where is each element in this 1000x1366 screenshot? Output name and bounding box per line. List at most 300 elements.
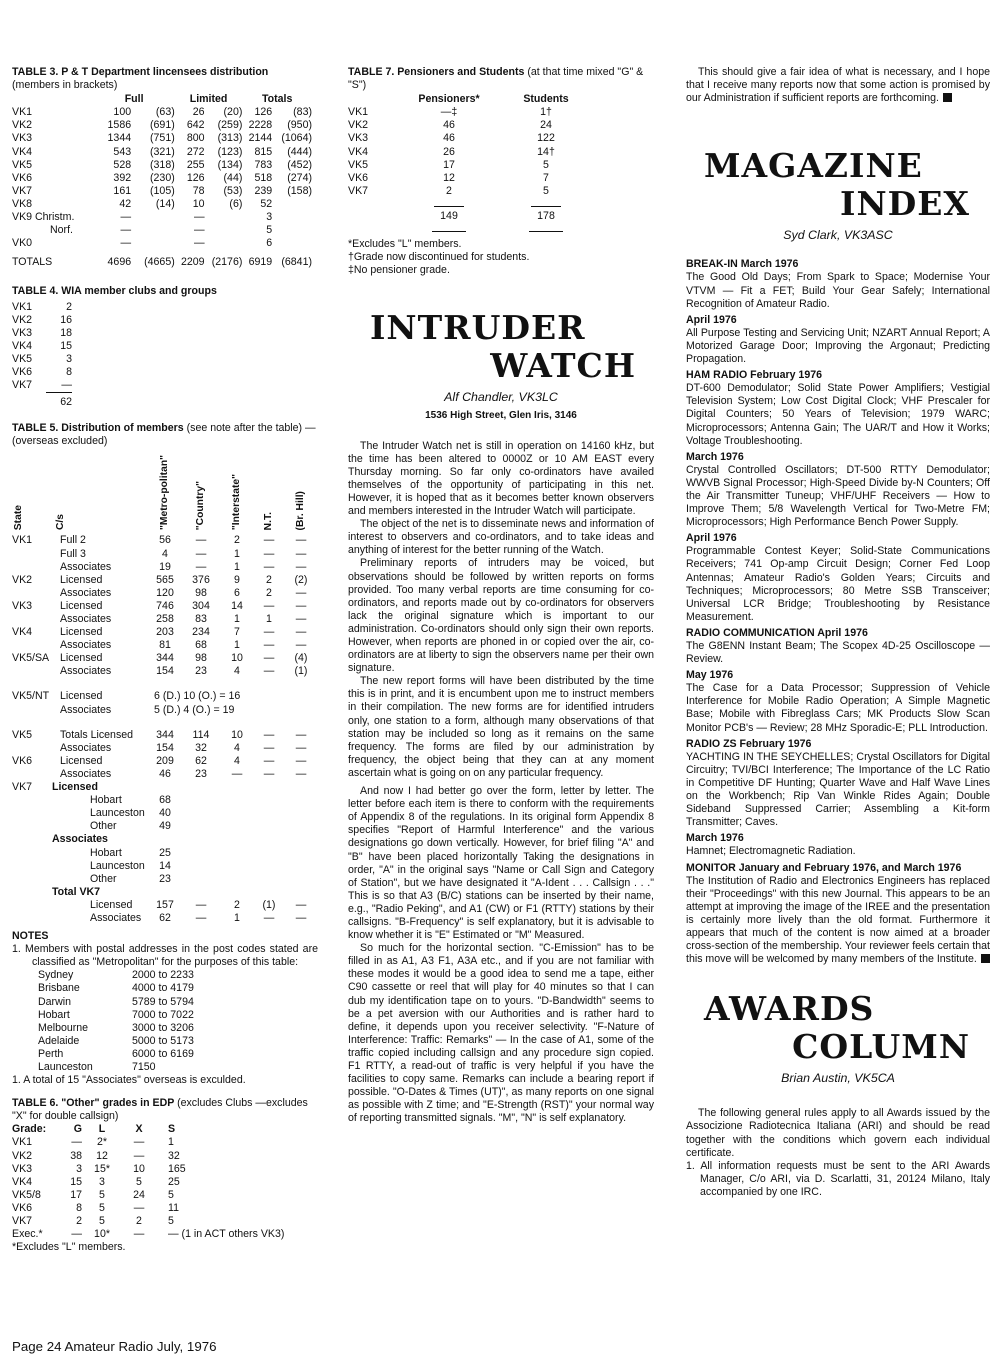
table5-cell <box>182 794 220 807</box>
table3-col-totals: Totals <box>261 93 293 106</box>
table5-cell: — <box>263 599 275 612</box>
table5-cell: — <box>263 665 275 678</box>
table3-cell <box>205 211 243 224</box>
table5-cell: 14 <box>159 859 171 872</box>
table3-cell: 392 <box>113 171 132 184</box>
table7-state: VK7 <box>348 184 369 197</box>
table6-row <box>12 1163 318 1176</box>
notes-city-postcodes: 2000 to 2233 <box>132 969 194 982</box>
table3-cell: — <box>193 211 205 224</box>
table5-cell: 114 <box>192 728 210 741</box>
end-mark-icon <box>943 93 952 102</box>
table5-cell: 1 <box>234 911 240 924</box>
table3-cell: 6919 <box>248 256 273 269</box>
table7-rule <box>432 231 466 232</box>
notes-city-postcodes: 5000 to 5173 <box>132 1034 194 1047</box>
table3-cell: (318) <box>150 158 175 171</box>
table4-count: 8 <box>66 365 72 378</box>
table3-cell: (53) <box>223 184 243 197</box>
table5-cell: — <box>295 741 307 754</box>
table3-row <box>12 185 312 198</box>
table3-cell: — <box>193 237 205 250</box>
intruder-paragraph: Preliminary reports of intruders may be voiced, but observations should be followed by written reports on forms provided. Too many verbal reports are time consuming for co-ordinators, and reports made out by co-ordinators for observers lack the original signature which is important to our administration. Co-ordinators should only sign their own reports. However, when reports are phoned in or copied over the air, co-ordinators are at liberty to sign the observers name per their own signature. <box>348 557 654 675</box>
table5-nt-values: 6 (D.) 10 (O.) = 16 <box>154 690 241 703</box>
table3-caption-note: (members in brackets) <box>12 79 118 92</box>
intruder-paragraph: The Intruder Watch net is still in operation on 14160 kHz, but the time has been altered to 0000Z or 10 AM EAST every Thursday morning. So far only co-ordinators have availed themselves of the opportunity of participating in this net. However, it is hoped that as it becomes better known observers and members interested in the Intruder Watch will participate. <box>348 439 654 518</box>
table4-total: 62 <box>46 393 72 410</box>
table5-vk7-subrow <box>12 794 318 807</box>
table5-state <box>12 639 52 652</box>
table3-cell: 518 <box>254 171 273 184</box>
table6-cell: 5 <box>136 1175 142 1188</box>
table6-row <box>12 1176 318 1189</box>
table6-header <box>12 1123 318 1136</box>
table3-cell: (134) <box>217 158 243 171</box>
table5-cell <box>254 807 284 820</box>
table4 <box>12 285 318 409</box>
table5-cell: 120 <box>156 586 174 599</box>
table5-cell: — <box>295 586 307 599</box>
intruder-title-line2: WATCH <box>490 346 636 386</box>
table5-row <box>12 613 318 626</box>
magazine-entry-heading: RADIO ZS February 1976 <box>686 737 812 750</box>
table5-spacer <box>12 717 318 729</box>
table3-cell <box>131 211 175 224</box>
notes-city-row <box>38 996 222 1009</box>
table5-cell: — <box>195 560 207 573</box>
table5-col-brhill: (Br. Hill) <box>295 490 307 531</box>
notes-city-row <box>38 982 222 995</box>
table5-state <box>12 561 52 574</box>
table6-cell: 38 <box>70 1149 82 1162</box>
table3-cell: (259) <box>217 119 243 132</box>
table5-row <box>12 561 318 574</box>
table5-cell: 154 <box>156 665 174 678</box>
table6-cell: 12 <box>96 1149 108 1162</box>
table5-col-cs: C/s <box>55 514 66 531</box>
table5-cell <box>254 873 284 886</box>
table6-cell: 3 <box>76 1162 82 1175</box>
table7 <box>348 66 654 277</box>
awards-intro: The following general rules apply to all Awards issued by the Associzione Radiotecnica Italiana (ARI) and should be read together with the conditions which govern each individual certificate. <box>686 1107 990 1159</box>
table5-cell: — <box>263 639 275 652</box>
table5-state <box>12 548 52 561</box>
table7-cell: 46 <box>443 132 455 145</box>
table7-footnotes <box>348 238 654 277</box>
table4-state: VK1 <box>12 300 33 313</box>
notes-city-postcodes: 7150 <box>132 1061 156 1073</box>
table5-cell <box>220 873 254 886</box>
table5-state: VK3 <box>12 599 33 612</box>
table5-cell: 1 <box>234 560 240 573</box>
table5-state <box>12 860 52 873</box>
table5-cell: 98 <box>195 586 207 599</box>
end-mark-icon <box>981 954 990 963</box>
table4-count: 18 <box>60 326 72 339</box>
notes-city-postcodes: 4000 to 4179 <box>132 982 194 995</box>
table6-cell: 5 <box>168 1215 174 1228</box>
magazine-entry-text: YACHTING IN THE SEYCHELLES; Crystal Oscillators for Digital Circuitry; TVI/BCI Interference; The Importance of the LC Ratio in Competitive DF Hunting; Quarter Wave and Half Wave Lines on the Workbench; Rip Van Winkle Rides Again; Double Sideband Suppressed Carrier; Assembling a Kit-form Transmitter; Caves. <box>686 750 990 829</box>
table6-cell: 2 <box>136 1215 142 1228</box>
table5-cell: 203 <box>156 626 174 639</box>
table7-cell: 12 <box>443 171 455 184</box>
table3-cell: (950) <box>287 119 312 132</box>
table3-cell: (123) <box>217 145 243 158</box>
table5-cell: (1) <box>294 665 308 678</box>
table3-cell: (4665) <box>144 256 175 269</box>
table6-cell: 11 <box>168 1201 179 1214</box>
table4-row <box>12 379 72 393</box>
table5-cell: — <box>263 547 275 560</box>
table5-category: Other <box>90 872 117 885</box>
magazine-title-line2: INDEX <box>840 184 970 224</box>
table6-state: VK7 <box>12 1215 33 1228</box>
magazine-entry-text: The Institution of Radio and Electronics Engineers has replaced their "Proceedings" with this new Journal. This appears to be an attempt at improving the image of the IREE and the presentation is certainly more lively than the old format. Furthermore it appears that much of the content is now aimed at a broader cross-section of the membership. Your reviewer feels certain that this move will be welcomed by many members of the Institute. <box>686 874 990 966</box>
magazine-entry-text: Programmable Contest Keyer; Solid-State Communications Receivers; 741 Op-amp Circuit Design; Corner Fed Loop Antennas; Amateur Radio's Golden Years; Circuits and Techniques; Microprocessors; 80 Metre SSB Transceiver; Universal LCR Bridge; Troubleshooting by Resistance Measurement. <box>686 545 990 623</box>
notes-city-name: Perth <box>38 1047 64 1060</box>
table5-state <box>12 665 52 678</box>
table3-row <box>12 172 312 185</box>
table6-row <box>12 1202 318 1215</box>
table3-cell: (63) <box>155 106 175 119</box>
table5-cell: 1 <box>266 613 272 625</box>
table5-vk7-subrow <box>12 860 318 873</box>
table3-state: Norf. <box>50 224 73 237</box>
table3-cell: (444) <box>287 145 312 158</box>
table7-rule <box>529 231 563 232</box>
table5-cell: 10 <box>231 652 243 665</box>
table7-state: VK6 <box>348 171 369 184</box>
table5-vk7-licensed: Licensed <box>52 781 98 794</box>
table3-cell: (321) <box>150 145 175 158</box>
table5-cell: — <box>295 626 307 639</box>
table3-cell: 255 <box>186 158 205 171</box>
table5-cell: 19 <box>159 560 171 573</box>
table5-total-vk7: Total VK7 <box>52 885 101 898</box>
table5-cell: (4) <box>294 652 308 665</box>
table5-category: Hobart <box>90 794 122 807</box>
table5-row <box>12 587 318 600</box>
table5-header <box>12 452 318 534</box>
table3-row <box>12 146 312 159</box>
table3-row <box>12 132 312 145</box>
table6-col-g: G <box>73 1123 82 1136</box>
table3-cell <box>272 211 312 224</box>
table5-state: VK5/NT <box>12 690 50 703</box>
table3-state: VK3 <box>12 132 33 145</box>
magazine-entry-text: The Case for a Data Processor; Suppression of Vehicle Interference for Mobile Radio Operation; A Simple Magnetic Base; Mobile with Fibreglass Cars; MK Products Slow Scan Monitor PCB's — Review; 28 MHz Sporadic-E; PLL Introduction. <box>686 682 990 734</box>
intruder-closing-paragraph <box>686 66 990 105</box>
table3-cell: 528 <box>113 158 132 171</box>
notes-city-row <box>38 969 222 982</box>
table5-cell: — <box>295 547 307 560</box>
table3-cell: (105) <box>150 184 175 197</box>
table5-state: VK6 <box>12 754 33 767</box>
table5-cell: 49 <box>159 820 171 833</box>
table6-cell: 10* <box>94 1228 110 1241</box>
table5-grid <box>12 452 318 925</box>
intruder-paragraph: And now I had better go over the form, letter by letter. The letter before each item is there to conform with the requirements of Appendix 8 of the regulations. In its original form Appendix 8 specifies "Report of Harmful Interference" and the various designations go down vertically. However, for brief filing "A" and "B" have been placed horizontally Taking the designations in order, "A" in the original says "Name or Call Sign and Category of Station", but we have designated it "A-Ident . . . Callsign . . ." This is so that A3 (B/C) stations can be inserted by their name, e.g., "Radio Peking", and A1 (CW) or F1 (RTTY) stations by their callsigns. "B-Frequency" is self explanatory, but it is advisable to know whether it is "E" Estimated or "M" Measured. <box>348 785 654 942</box>
table4-grid <box>12 301 72 410</box>
table5-cell: 565 <box>156 573 174 586</box>
table4-count: — <box>61 379 72 392</box>
table3-cell: 1344 <box>107 132 132 145</box>
table3-cell: — <box>120 211 132 224</box>
table5-category: Associates <box>60 703 112 716</box>
table6-caption-note: (excludes Clubs —excludes "X" for double callsign) <box>12 1097 308 1123</box>
table5-category: Launceston <box>90 859 145 872</box>
table7-row <box>348 146 598 159</box>
notes-city-name: Darwin <box>38 995 71 1008</box>
table5-cell: 56 <box>159 534 171 547</box>
table5-vk7-subrow <box>12 820 318 833</box>
magazine-entry-text: Crystal Controlled Oscillators; DT-500 RTTY Demodulator; WWVB Signal Processor; High-Speed Divide by-N Counters; Off the Air Transmitter Tuneup; VHF/UHF Receivers — How to Improve Them; 5/8 Wavelength Vertical for Two-Metre FM; Microprocessors; High Performance Bench Power Supply. <box>686 463 990 529</box>
table6-cell: 5 <box>99 1215 105 1228</box>
table5-row <box>12 626 318 639</box>
intruder-paragraph: The object of the net is to disseminate news and information of interest to observers and co-ordinators, and to take ideas and anything of interest for the better running of the Watch. <box>348 518 654 557</box>
table3-cell: 239 <box>254 184 273 197</box>
table6-caption: TABLE 6. "Other" grades in EDP <box>12 1097 175 1110</box>
table5-cell <box>254 847 284 860</box>
table5-cell <box>220 794 254 807</box>
table3-cell <box>272 198 312 211</box>
table3-cell: (44) <box>223 171 243 184</box>
table7-row <box>348 106 598 119</box>
table5-cell: — <box>263 560 275 573</box>
notes-city-row <box>38 1048 222 1061</box>
page-footer: Page 24 Amateur Radio July, 1976 <box>12 1339 217 1354</box>
table7-cell: 46 <box>443 119 455 132</box>
table3-cell: — <box>120 224 132 237</box>
table5-nt-row <box>12 690 318 703</box>
table7-total-pensioners: 149 <box>434 206 464 223</box>
table5-cell: 258 <box>156 613 174 625</box>
notes-city-row <box>38 1061 222 1074</box>
table5-state: VK1 <box>12 534 33 547</box>
table5-cell: 2 <box>234 534 240 547</box>
table3-cell: 2209 <box>181 256 205 269</box>
table5-cell <box>220 807 254 820</box>
table5-row <box>12 548 318 561</box>
table5-cell <box>182 860 220 873</box>
table5-cell: — <box>295 767 307 780</box>
table4-state: VK7 <box>12 379 33 392</box>
table7-state: VK4 <box>348 145 369 158</box>
table7-row <box>348 185 598 198</box>
magazine-entry-heading: April 1976 <box>686 313 737 326</box>
table5-category: Associates <box>60 741 112 754</box>
table7-cell: 5 <box>543 184 549 197</box>
table3-cell <box>205 237 243 250</box>
magazine-entry-heading: April 1976 <box>686 532 737 545</box>
table5-cell: — <box>295 599 307 612</box>
table4-row <box>12 327 72 340</box>
table3-cell: (313) <box>217 132 243 145</box>
table5-cell: — <box>195 911 207 924</box>
table7-grid <box>348 93 598 236</box>
table3-row <box>12 106 312 119</box>
table5-state <box>12 807 52 820</box>
table5-state: VK4 <box>12 626 33 639</box>
table5-cell: 40 <box>159 807 171 820</box>
table6-cell: 17 <box>70 1188 82 1201</box>
notes <box>12 930 318 1087</box>
table5-cell: 376 <box>192 573 210 586</box>
magazine-entry-heading: BREAK-IN March 1976 <box>686 258 799 271</box>
table5-cell: — <box>231 767 243 780</box>
intruder-closing-text: This should give a fair idea of what is necessary, and I hope that I receive many reports now that some action is promised by our Administration if sufficient reports are forthcoming. <box>686 66 990 105</box>
table5-category: Associates <box>60 560 112 573</box>
table3-cell: 783 <box>254 158 273 171</box>
table5-cell <box>182 820 220 833</box>
table6-cell: 15 <box>70 1175 82 1188</box>
table5-cell <box>284 847 318 860</box>
table3-cell: (14) <box>155 197 175 210</box>
table5-state <box>12 794 52 807</box>
table4-count: 3 <box>66 352 72 365</box>
table3 <box>12 66 318 269</box>
table6-state: VK5/8 <box>12 1188 41 1201</box>
table6-cell: — (1 in ACT others VK3) <box>168 1228 285 1241</box>
table3-cell: — <box>120 237 132 250</box>
table5-cell: 2 <box>234 898 240 911</box>
table6-col-x: X <box>135 1123 143 1136</box>
magazine-entries <box>686 258 990 966</box>
awards-byline: Brian Austin, VK5CA <box>781 1071 895 1086</box>
table5-cell: 746 <box>156 599 174 612</box>
table3-cell: (2176) <box>211 256 243 269</box>
notes-city-name: Adelaide <box>38 1034 80 1047</box>
table5-vk7-subrow <box>12 873 318 886</box>
table5-cell: 2 <box>266 586 272 599</box>
table6-cell: 24 <box>133 1188 145 1201</box>
table7-footnote: *Excludes "L" members. <box>348 238 462 251</box>
table5-row <box>12 665 318 678</box>
table5-vk7-assoc-row <box>12 833 318 846</box>
table5-nt-values: 5 (D.) 4 (O.) = 19 <box>154 703 235 716</box>
table5-category: Associates <box>60 639 112 652</box>
table5-cell: 68 <box>195 639 207 652</box>
table5-row <box>12 534 318 547</box>
table3-cell: 642 <box>186 119 205 132</box>
table3-state: VK1 <box>12 106 33 119</box>
table3-cell: — <box>193 224 205 237</box>
notes-city-postcodes: 7000 to 7022 <box>132 1008 194 1021</box>
table6-cell: — <box>71 1136 82 1149</box>
table5-cell: 4 <box>234 665 240 678</box>
magazine-entry-text: DT-600 Demodulator; Solid State Power Amplifiers; Vestigial Television System; Low Cost Digital Clock; VHF Prescaler for Digital Counters; 50 Years of Television; 1979 WARC; Microprocessors; Antenna Gain; The UAR/T and How it Works; Voltage Troubleshooting. <box>686 382 990 447</box>
table4-count: 2 <box>66 300 72 313</box>
table4-state: VK4 <box>12 339 33 352</box>
table7-row <box>348 132 598 145</box>
notes-city-name: Launceston <box>38 1061 93 1073</box>
magazine-entry-heading: March 1976 <box>686 450 744 463</box>
notes-city-row <box>38 1022 222 1035</box>
table3-row <box>12 211 312 224</box>
table4-row <box>12 353 72 366</box>
table5-cell: 6 <box>234 586 240 599</box>
table5-category: Associates <box>60 613 112 625</box>
table5-category: Hobart <box>90 846 122 859</box>
table3-state: VK0 <box>12 237 33 250</box>
magazine-entry-heading: March 1976 <box>686 832 744 845</box>
notes-city-name: Brisbane <box>38 982 80 995</box>
awards-column-article <box>686 990 990 1199</box>
table5-cell: (1) <box>262 898 276 911</box>
table5-cell <box>284 820 318 833</box>
table5-cell: — <box>195 534 207 547</box>
table7-total-students: 178 <box>531 206 561 223</box>
table7-row <box>348 159 598 172</box>
table6-cell: 1 <box>168 1136 174 1149</box>
table3-row <box>12 198 312 211</box>
table3-cell: 4696 <box>107 256 132 269</box>
table5-state <box>12 899 52 912</box>
table6-cell: — <box>133 1136 145 1149</box>
magazine-title-line1: MAGAZINE <box>704 146 923 186</box>
table5-cell: 1 <box>234 639 240 652</box>
notes-city-row <box>38 1035 222 1048</box>
table5-total-vk7-row <box>12 886 318 899</box>
table6 <box>12 1097 318 1254</box>
table5-state <box>12 873 52 886</box>
table5-cell: — <box>195 898 207 911</box>
awards-title-line1: AWARDS <box>704 989 875 1029</box>
table5-cell <box>220 860 254 873</box>
table5-col-metro: "Metro-politan" <box>159 455 171 531</box>
magazine-entry-text: All Purpose Testing and Servicing Unit; NZART Annual Report; A Motorized Garage Door; Improving the Argonaut; Predicting Propagation. <box>686 326 990 366</box>
table3-cell: 42 <box>119 197 132 210</box>
table3-cell: (6) <box>229 197 243 210</box>
notes-city-name: Hobart <box>38 1008 70 1021</box>
table6-cell: 8 <box>76 1201 82 1214</box>
table5-cell: 25 <box>159 846 171 859</box>
table5-cell: 234 <box>192 626 210 639</box>
table3-totals-label: TOTALS <box>12 256 53 269</box>
table6-cell: — <box>133 1228 145 1241</box>
notes-city-postcodes: 3000 to 3206 <box>132 1021 194 1034</box>
table7-row <box>348 172 598 185</box>
table6-cell: — <box>133 1149 145 1162</box>
table6-row <box>12 1136 318 1149</box>
table5-cell: 68 <box>159 794 171 807</box>
awards-title-line2: COLUMN <box>792 1027 970 1067</box>
table5-state <box>12 768 52 781</box>
table5-cell: 9 <box>234 573 240 586</box>
table5-total-vk7-subrow <box>12 899 318 912</box>
table7-caption: TABLE 7. Pensioners and Students <box>348 66 525 78</box>
table5-vk7-subrow <box>12 847 318 860</box>
table3-cell: 815 <box>254 145 273 158</box>
table3-cell <box>205 224 243 237</box>
table6-cell: 5 <box>168 1188 174 1201</box>
table6-cell: 165 <box>168 1162 186 1175</box>
intruder-byline: Alf Chandler, VK3LC <box>444 390 558 405</box>
notes-note2: 1. A total of 15 "Associates" overseas is exculded. <box>12 1074 246 1087</box>
magazine-index-article <box>686 147 990 966</box>
notes-title: NOTES <box>12 930 49 943</box>
table7-cell: 5 <box>543 158 549 171</box>
table7-cell: 26 <box>443 145 455 158</box>
table3-cell: 1586 <box>107 119 132 132</box>
table5-category: Licensed <box>60 690 103 703</box>
table5-cell: 62 <box>195 754 207 767</box>
table7-totals-row <box>348 198 598 223</box>
table5-cell: 62 <box>159 911 171 924</box>
table5-cell: 83 <box>195 613 207 625</box>
table6-col-s: S <box>168 1123 176 1136</box>
table5-cell <box>254 794 284 807</box>
